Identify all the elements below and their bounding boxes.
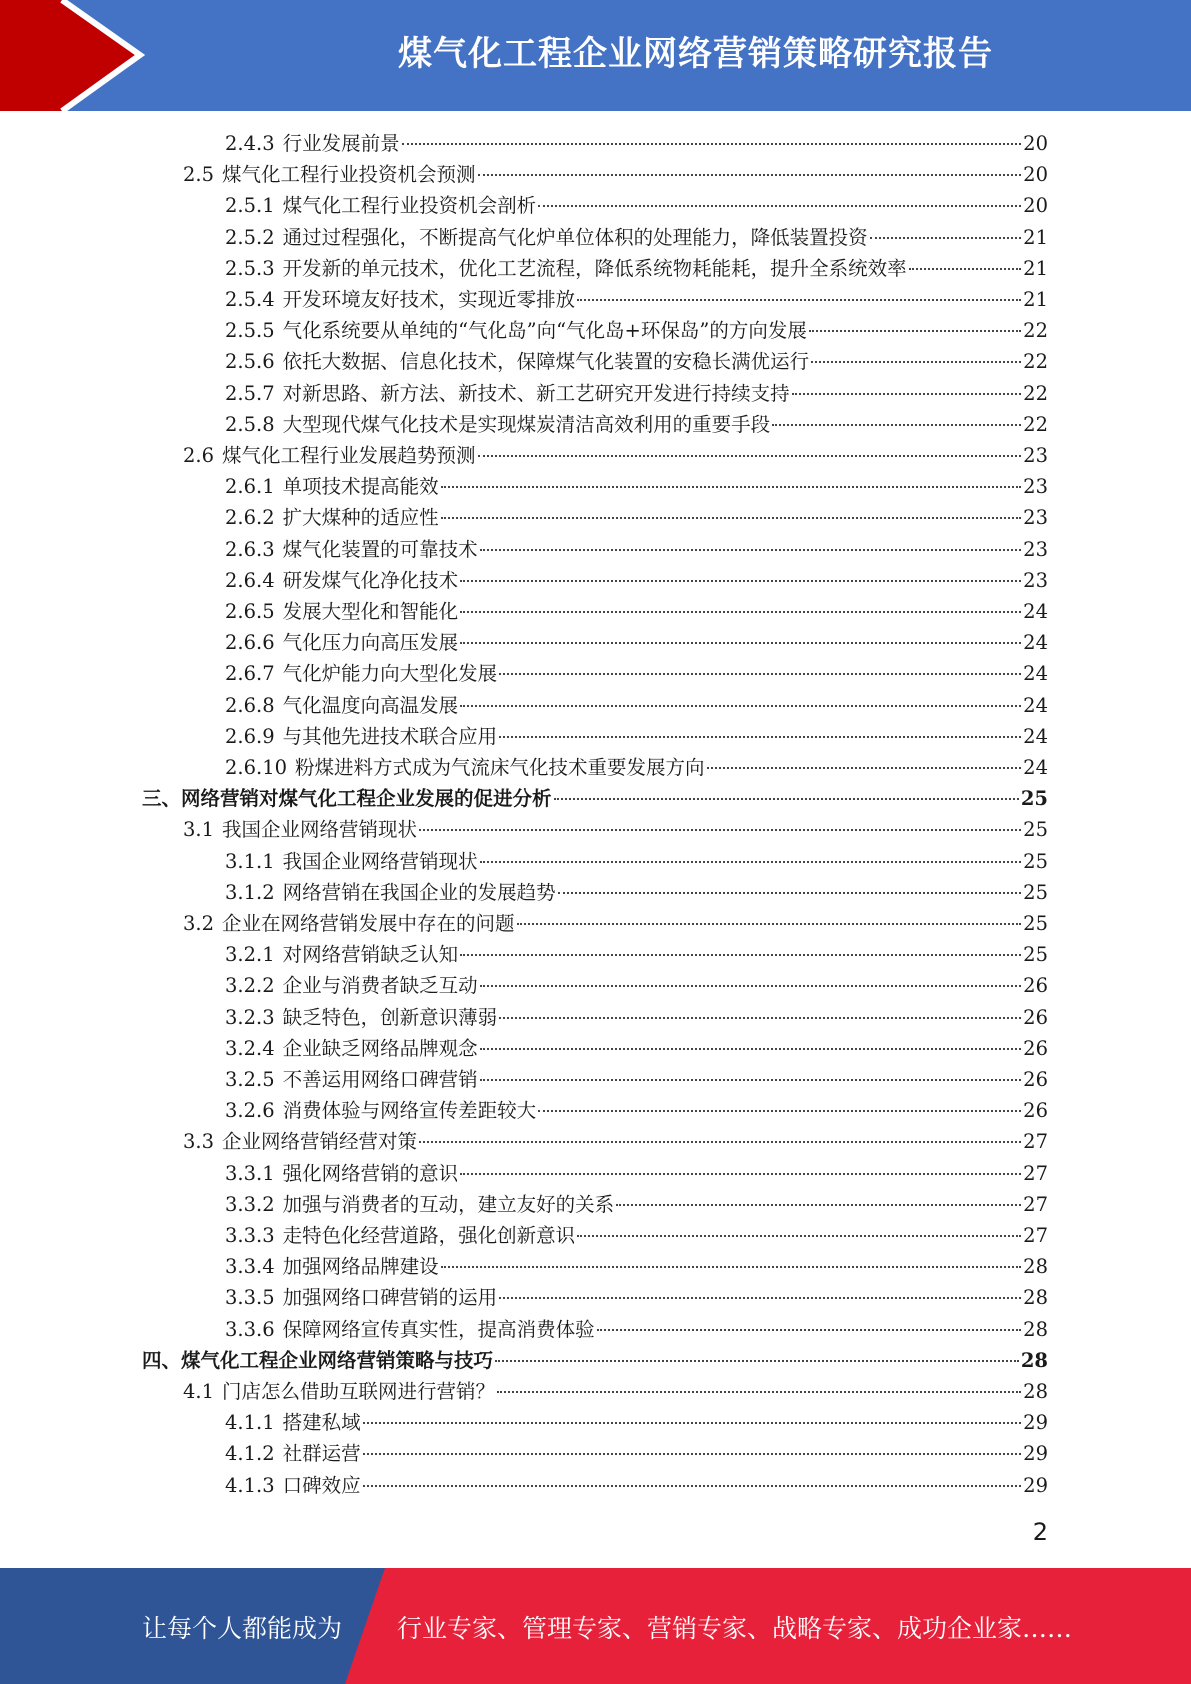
toc-entry-title: 发展大型化和智能化	[282, 600, 459, 623]
toc-entry-title: 气化炉能力向大型化发展	[282, 662, 498, 686]
toc-entry-page: 26	[1023, 1036, 1048, 1060]
page-number: 2	[1032, 1518, 1048, 1546]
toc-entry-page: 25	[1023, 943, 1048, 967]
toc-entry-number: 2.6.10	[225, 756, 288, 779]
toc-entry-number: 3.3.4	[225, 1255, 275, 1279]
toc-entry-page: 28	[1020, 1348, 1048, 1372]
toc-entry-number: 2.4.3	[225, 132, 275, 155]
toc-dot-leader	[538, 1110, 1021, 1112]
toc-entry[interactable]	[225, 1251, 1048, 1282]
toc-dot-leader	[499, 736, 1021, 738]
toc-entry-title: 企业与消费者缺乏互动	[282, 974, 478, 998]
toc-entry-page: 22	[1023, 381, 1048, 405]
footer-slogan-left: 让每个人都能成为	[142, 1614, 343, 1643]
toc-entry-page: 20	[1023, 163, 1048, 187]
toc-entry[interactable]	[225, 596, 1048, 627]
toc-dot-leader	[597, 1329, 1022, 1331]
toc-entry-page: 22	[1023, 319, 1048, 343]
toc-dot-leader	[517, 923, 1022, 925]
toc-dot-leader	[460, 611, 1021, 613]
toc-entry-number: 4.1.1	[225, 1411, 275, 1435]
toc-entry[interactable]	[142, 783, 1048, 814]
toc-entry-title: 开发环境友好技术，实现近零排放	[282, 288, 576, 311]
toc-entry-title: 四、煤气化工程企业网络营销策略与技巧	[142, 1348, 494, 1372]
toc-entry-page: 25	[1023, 880, 1048, 904]
toc-entry-title: 保障网络宣传真实性，提高消费体验	[282, 1317, 595, 1341]
toc-entry[interactable]	[225, 502, 1048, 533]
toc-entry-number: 2.6.8	[225, 693, 275, 717]
toc-entry-title: 气化系统要从单纯的“气化岛”向“气化岛+环保岛”的方向发展	[282, 319, 807, 343]
toc-entry-page: 25	[1020, 787, 1048, 811]
toc-dot-leader	[772, 424, 1021, 426]
toc-dot-leader	[460, 1173, 1021, 1175]
toc-entry[interactable]	[225, 128, 1048, 159]
toc-entry[interactable]	[225, 939, 1048, 970]
toc-entry-number: 3.3.1	[225, 1161, 275, 1185]
toc-entry-title: 对网络营销缺乏认知	[282, 943, 459, 967]
toc-entry-title: 大型现代煤气化技术是实现煤炭清洁高效利用的重要手段	[282, 412, 771, 436]
toc-dot-leader	[419, 1141, 1021, 1143]
toc-dot-leader	[554, 798, 1019, 800]
toc-entry-title: 煤气化工程行业投资机会剖析	[282, 194, 537, 218]
toc-dot-leader	[478, 455, 1022, 457]
toc-entry-number: 2.5.3	[225, 256, 275, 280]
toc-entry[interactable]	[225, 877, 1048, 908]
toc-entry[interactable]	[225, 222, 1048, 253]
toc-entry-title: 口碑效应	[282, 1473, 361, 1497]
toc-entry[interactable]	[225, 409, 1048, 440]
toc-dot-leader	[441, 1266, 1022, 1268]
toc-entry-title: 网络营销在我国企业的发展趋势	[282, 880, 556, 904]
toc-entry-title: 煤气化工程行业发展趋势预测	[222, 444, 476, 467]
toc-entry[interactable]	[225, 284, 1048, 315]
toc-entry-title: 煤气化装置的可靠技术	[282, 537, 478, 561]
toc-entry-number: 3.2.1	[225, 943, 275, 967]
toc-entry-page: 24	[1023, 724, 1048, 748]
toc-entry[interactable]	[225, 1407, 1048, 1438]
toc-entry[interactable]	[183, 1126, 1048, 1157]
toc-dot-leader	[707, 767, 1022, 769]
toc-dot-leader	[363, 1485, 1022, 1487]
toc-dot-leader	[460, 580, 1021, 582]
toc-dot-leader	[538, 205, 1021, 207]
toc-entry-page: 25	[1023, 912, 1048, 935]
toc-dot-leader	[495, 1360, 1019, 1362]
toc-entry-page: 20	[1023, 132, 1048, 155]
toc-entry-page: 22	[1023, 412, 1048, 436]
toc-entry-number: 3.1	[183, 818, 215, 842]
toc-dot-leader	[909, 268, 1022, 270]
toc-entry-page: 28	[1023, 1317, 1048, 1341]
toc-entry-page: 23	[1023, 444, 1048, 467]
toc-entry[interactable]	[183, 1376, 1048, 1407]
toc-entry-number: 3.3.6	[225, 1317, 275, 1341]
toc-entry[interactable]	[225, 253, 1048, 284]
toc-dot-leader	[363, 1453, 1022, 1455]
toc-entry[interactable]	[225, 1282, 1048, 1313]
toc-entry-title: 粉煤进料方式成为气流床气化技术重要发展方向	[295, 756, 705, 779]
toc-entry[interactable]	[225, 721, 1048, 752]
toc-entry-page: 27	[1023, 1224, 1048, 1247]
toc-entry-number: 2.6.3	[225, 537, 275, 561]
toc-entry-number: 3.1.1	[225, 849, 275, 873]
toc-entry[interactable]	[183, 159, 1048, 190]
toc-entry-number: 2.6.1	[225, 475, 275, 499]
report-title: 煤气化工程企业网络营销策略研究报告	[398, 34, 993, 74]
toc-entry[interactable]	[225, 190, 1048, 221]
toc-entry-title: 对新思路、新方法、新技术、新工艺研究开发进行持续支持	[282, 381, 790, 405]
toc-entry-number: 4.1	[183, 1380, 215, 1403]
toc-entry-number: 4.1.2	[225, 1442, 275, 1466]
toc-entry-title: 气化温度向高温发展	[282, 693, 459, 717]
toc-entry-page: 29	[1023, 1442, 1048, 1466]
toc-entry-page: 22	[1023, 350, 1048, 374]
toc-entry-number: 2.6	[183, 444, 215, 467]
toc-entry-title: 门店怎么借助互联网进行营销？	[222, 1380, 496, 1403]
toc-dot-leader	[499, 1297, 1021, 1299]
toc-entry-number: 2.5	[183, 163, 215, 187]
toc-entry-number: 3.1.2	[225, 880, 275, 904]
toc-dot-leader	[480, 861, 1022, 863]
toc-entry-title: 行业发展前景	[282, 132, 400, 155]
toc-dot-leader	[480, 1048, 1022, 1050]
toc-entry-title: 三、网络营销对煤气化工程企业发展的促进分析	[142, 787, 552, 811]
toc-entry-number: 4.1.3	[225, 1473, 275, 1497]
toc-entry-title: 与其他先进技术联合应用	[282, 724, 498, 748]
toc-entry-title: 依托大数据、信息化技术，保障煤气化装置的安稳长满优运行	[282, 350, 810, 374]
toc-entry-page: 25	[1023, 849, 1048, 873]
toc-entry-number: 2.5.7	[225, 381, 275, 405]
toc-entry-title: 搭建私域	[282, 1411, 361, 1435]
toc-dot-leader	[870, 237, 1022, 239]
toc-dot-leader	[792, 393, 1022, 395]
toc-dot-leader	[480, 1079, 1022, 1081]
toc-entry[interactable]	[225, 846, 1048, 877]
toc-entry-number: 2.6.4	[225, 568, 275, 592]
toc-dot-leader	[480, 549, 1022, 551]
toc-entry[interactable]	[183, 908, 1048, 939]
toc-entry-title: 开发新的单元技术，优化工艺流程，降低系统物耗能耗，提升全系统效率	[282, 256, 907, 280]
toc-entry-page: 25	[1023, 818, 1048, 842]
toc-entry-page: 24	[1023, 631, 1048, 655]
toc-entry-title: 消费体验与网络宣传差距较大	[282, 1099, 537, 1123]
toc-entry[interactable]	[225, 627, 1048, 658]
toc-entry-page: 23	[1023, 506, 1048, 530]
toc-entry-title: 我国企业网络营销现状	[282, 849, 478, 873]
toc-entry-number: 2.6.2	[225, 506, 275, 530]
toc-entry[interactable]	[225, 565, 1048, 596]
toc-entry[interactable]	[225, 1438, 1048, 1469]
toc-entry-title: 社群运营	[282, 1442, 361, 1466]
toc-entry[interactable]	[225, 471, 1048, 502]
toc-entry-page: 26	[1023, 1099, 1048, 1123]
toc-dot-leader	[419, 829, 1021, 831]
toc-entry[interactable]	[225, 346, 1048, 377]
toc-dot-leader	[441, 517, 1022, 519]
toc-entry-page: 23	[1023, 537, 1048, 561]
toc-entry-number: 3.2.2	[225, 974, 275, 998]
toc-entry-title: 扩大煤种的适应性	[282, 506, 439, 530]
toc-entry-number: 2.5.4	[225, 288, 275, 311]
toc-entry[interactable]	[225, 1095, 1048, 1126]
toc-entry-number: 2.6.7	[225, 662, 275, 686]
toc-entry-title: 缺乏特色，创新意识薄弱	[282, 1005, 498, 1029]
toc-entry[interactable]	[225, 1033, 1048, 1064]
toc-dot-leader	[497, 1391, 1021, 1393]
toc-entry[interactable]	[225, 1064, 1048, 1095]
toc-entry-number: 2.6.6	[225, 631, 275, 655]
toc-dot-leader	[558, 892, 1022, 894]
toc-entry-number: 3.3	[183, 1130, 215, 1154]
toc-entry-page: 24	[1023, 693, 1048, 717]
toc-entry-page: 27	[1023, 1192, 1048, 1216]
toc-dot-leader	[811, 361, 1021, 363]
toc-entry[interactable]	[225, 534, 1048, 565]
toc-dot-leader	[478, 174, 1022, 176]
toc-entry[interactable]	[225, 970, 1048, 1001]
toc-entry-page: 26	[1023, 1068, 1048, 1091]
toc-entry-number: 2.5.1	[225, 194, 275, 218]
toc-entry-number: 3.2.3	[225, 1005, 275, 1029]
toc-dot-leader	[616, 1204, 1021, 1206]
toc-entry-number: 3.3.2	[225, 1192, 275, 1216]
toc-entry[interactable]	[225, 1158, 1048, 1189]
toc-entry-page: 20	[1023, 194, 1048, 218]
toc-dot-leader	[402, 143, 1022, 145]
toc-entry-page: 21	[1023, 225, 1048, 249]
toc-entry-title: 煤气化工程行业投资机会预测	[222, 163, 476, 187]
toc-dot-leader	[441, 486, 1022, 488]
toc-entry-page: 26	[1023, 1005, 1048, 1029]
toc-dot-leader	[460, 642, 1021, 644]
toc-entry[interactable]	[142, 1345, 1048, 1376]
toc-entry-page: 28	[1023, 1286, 1048, 1310]
toc-entry[interactable]	[225, 1002, 1048, 1033]
toc-dot-leader	[499, 1017, 1021, 1019]
toc-entry-title: 不善运用网络口碑营销	[282, 1068, 478, 1091]
page-header	[0, 0, 1191, 111]
toc-entry-number: 2.6.5	[225, 600, 275, 623]
toc-entry-number: 3.2.5	[225, 1068, 275, 1091]
toc-entry[interactable]	[225, 1470, 1048, 1501]
toc-entry[interactable]	[225, 315, 1048, 346]
toc-entry-page: 21	[1023, 256, 1048, 280]
toc-entry-title: 强化网络营销的意识	[282, 1161, 459, 1185]
toc-entry-page: 24	[1023, 600, 1048, 623]
toc-entry-page: 29	[1023, 1473, 1048, 1497]
toc-entry-title: 企业缺乏网络品牌观念	[282, 1036, 478, 1060]
toc-entry-number: 3.2.4	[225, 1036, 275, 1060]
toc-entry-title: 加强网络品牌建设	[282, 1255, 439, 1279]
toc-entry-number: 2.5.6	[225, 350, 275, 374]
toc-dot-leader	[460, 954, 1021, 956]
toc-dot-leader	[363, 1422, 1022, 1424]
toc-entry[interactable]	[225, 1314, 1048, 1345]
toc-dot-leader	[480, 985, 1022, 987]
toc-entry-page: 24	[1023, 662, 1048, 686]
toc-entry-page: 23	[1023, 568, 1048, 592]
toc-entry-title: 研发煤气化净化技术	[282, 568, 459, 592]
toc-entry-page: 26	[1023, 974, 1048, 998]
toc-entry-number: 2.6.9	[225, 724, 275, 748]
toc-entry[interactable]	[183, 814, 1048, 845]
toc-entry-number: 3.2.6	[225, 1099, 275, 1123]
toc-entry[interactable]	[225, 1220, 1048, 1251]
toc-entry-number: 3.3.3	[225, 1224, 275, 1247]
toc-dot-leader	[809, 330, 1021, 332]
page-footer	[0, 1568, 1191, 1684]
toc-entry-number: 2.5.8	[225, 412, 275, 436]
toc-entry-title: 通过过程强化，不断提高气化炉单位体积的处理能力，降低装置投资	[282, 225, 868, 249]
toc-dot-leader	[460, 705, 1021, 707]
toc-entry-number: 2.5.5	[225, 319, 275, 343]
toc-dot-leader	[577, 1235, 1021, 1237]
toc-entry-page: 21	[1023, 288, 1048, 311]
toc-entry[interactable]	[225, 752, 1048, 783]
toc-entry-title: 单项技术提高能效	[282, 475, 439, 499]
toc-entry-page: 27	[1023, 1130, 1048, 1154]
toc-entry[interactable]	[225, 378, 1048, 409]
toc-entry-title: 走特色化经营道路，强化创新意识	[282, 1224, 576, 1247]
toc-dot-leader	[577, 299, 1021, 301]
toc-entry[interactable]	[225, 690, 1048, 721]
toc-entry[interactable]	[183, 440, 1048, 471]
toc-entry-page: 24	[1023, 756, 1048, 779]
toc-entry-page: 28	[1023, 1255, 1048, 1279]
toc-entry-page: 28	[1023, 1380, 1048, 1403]
toc-entry[interactable]	[225, 658, 1048, 689]
toc-entry-page: 27	[1023, 1161, 1048, 1185]
toc-entry-title: 加强网络口碑营销的运用	[282, 1286, 498, 1310]
toc-entry-title: 气化压力向高压发展	[282, 631, 459, 655]
toc-entry-number: 3.2	[183, 912, 215, 935]
toc-entry-number: 2.5.2	[225, 225, 275, 249]
toc-entry-page: 29	[1023, 1411, 1048, 1435]
footer-slogan-right: 行业专家、管理专家、营销专家、战略专家、成功企业家……	[397, 1614, 1073, 1643]
toc-entry-title: 企业网络营销经营对策	[222, 1130, 418, 1154]
toc-entry-page: 23	[1023, 475, 1048, 499]
toc-entry-number: 3.3.5	[225, 1286, 275, 1310]
toc-entry-title: 加强与消费者的互动，建立友好的关系	[282, 1192, 615, 1216]
toc-entry-title: 企业在网络营销发展中存在的问题	[222, 912, 515, 935]
toc-dot-leader	[499, 673, 1021, 675]
toc-entry-title: 我国企业网络营销现状	[222, 818, 418, 842]
toc-entry[interactable]	[225, 1189, 1048, 1220]
